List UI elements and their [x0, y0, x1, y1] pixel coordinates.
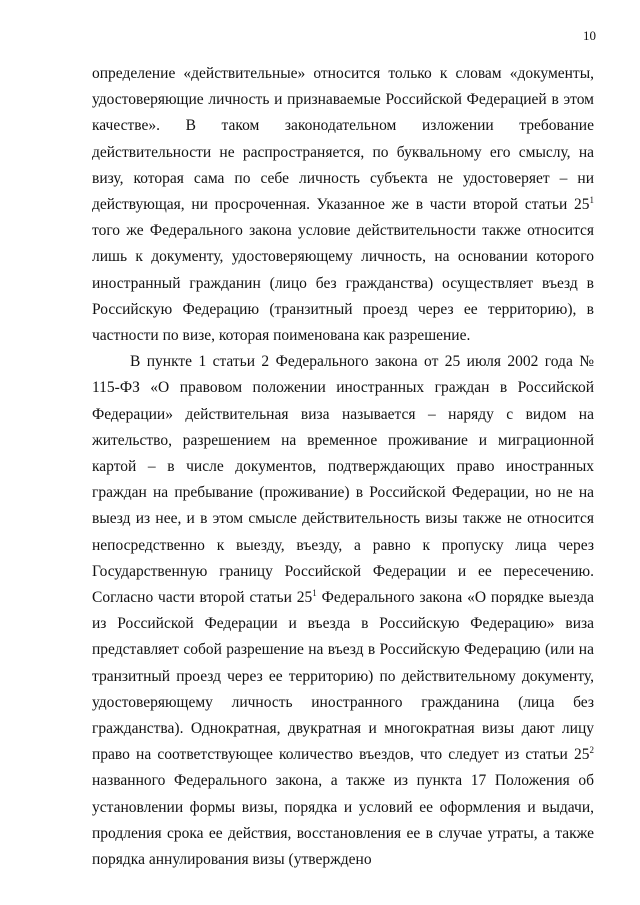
footnote-superscript: 2: [589, 745, 594, 756]
footnote-superscript: 1: [589, 194, 594, 205]
page-number: 10: [583, 28, 596, 43]
footnote-superscript: 1: [312, 587, 317, 598]
text-run: названного Федерального закона, а также из пункта 17 Положения об установлении формы визы, порядка и условий ее оформления и выдачи, продления срока ее действия, восстановления ее в случае утраты, а также порядка аннулирования визы (утверждено: [92, 772, 594, 869]
text-run: В пункте 1 статьи 2 Федерального закона от 25 июля 2002 года № 115-ФЗ «О правовом положении иностранных граждан в Российской Федерации» действительная виза называется – наряду с видом на жительство, разрешением на временное проживание и миграционной картой – в числе документов, подтверждающих право иностранных граждан на пребывание (проживание) в Российской Федерации, но не на выезд из нее, и в этом смысле действительность визы также не относится непосредственно к выезду, въезду, а равно к пропуску лица через Государственную границу Российской Федерации и ее пересечению. Согласно части второй статьи 25: [92, 353, 594, 607]
text-run: Федерального закона «О порядке выезда из Российской Федерации и въезда в Российскую Федерацию» виза представляет собой разрешение на въезд в Российскую Федерацию (или на транзитный проезд через ее территорию) по действительному документу, удостоверяющему личность иностранного гражданина (лица без гражданства). Однократная, двукратная и многократная визы дают лицу право на соответствующее количество въездов, что следует из статьи 25: [92, 589, 595, 764]
paragraph-2: [92, 349, 594, 873]
text-run: того же Федерального закона условие действительности также относится лишь к документу, удостоверяющему личность, на основании которого иностранный гражданин (лицо без гражданства) осуществляет въезд в Российскую Федерацию (транзитный проезд через ее территорию), в частности по визе, которая поименована как разрешение.: [92, 222, 594, 345]
body-text: [92, 61, 594, 873]
paragraph-1: [92, 61, 594, 349]
text-run: определение «действительные» относится только к словам «документы, удостоверяющие личность и признаваемые Российской Федерацией в этом качестве». В таком законодательном изложении требование действительности не распространяется, по буквальному его смыслу, на визу, которая сама по себе личность субъекта не удостоверяет – ни действующая, ни просроченная. Указанное же в части второй статьи 25: [92, 65, 594, 214]
